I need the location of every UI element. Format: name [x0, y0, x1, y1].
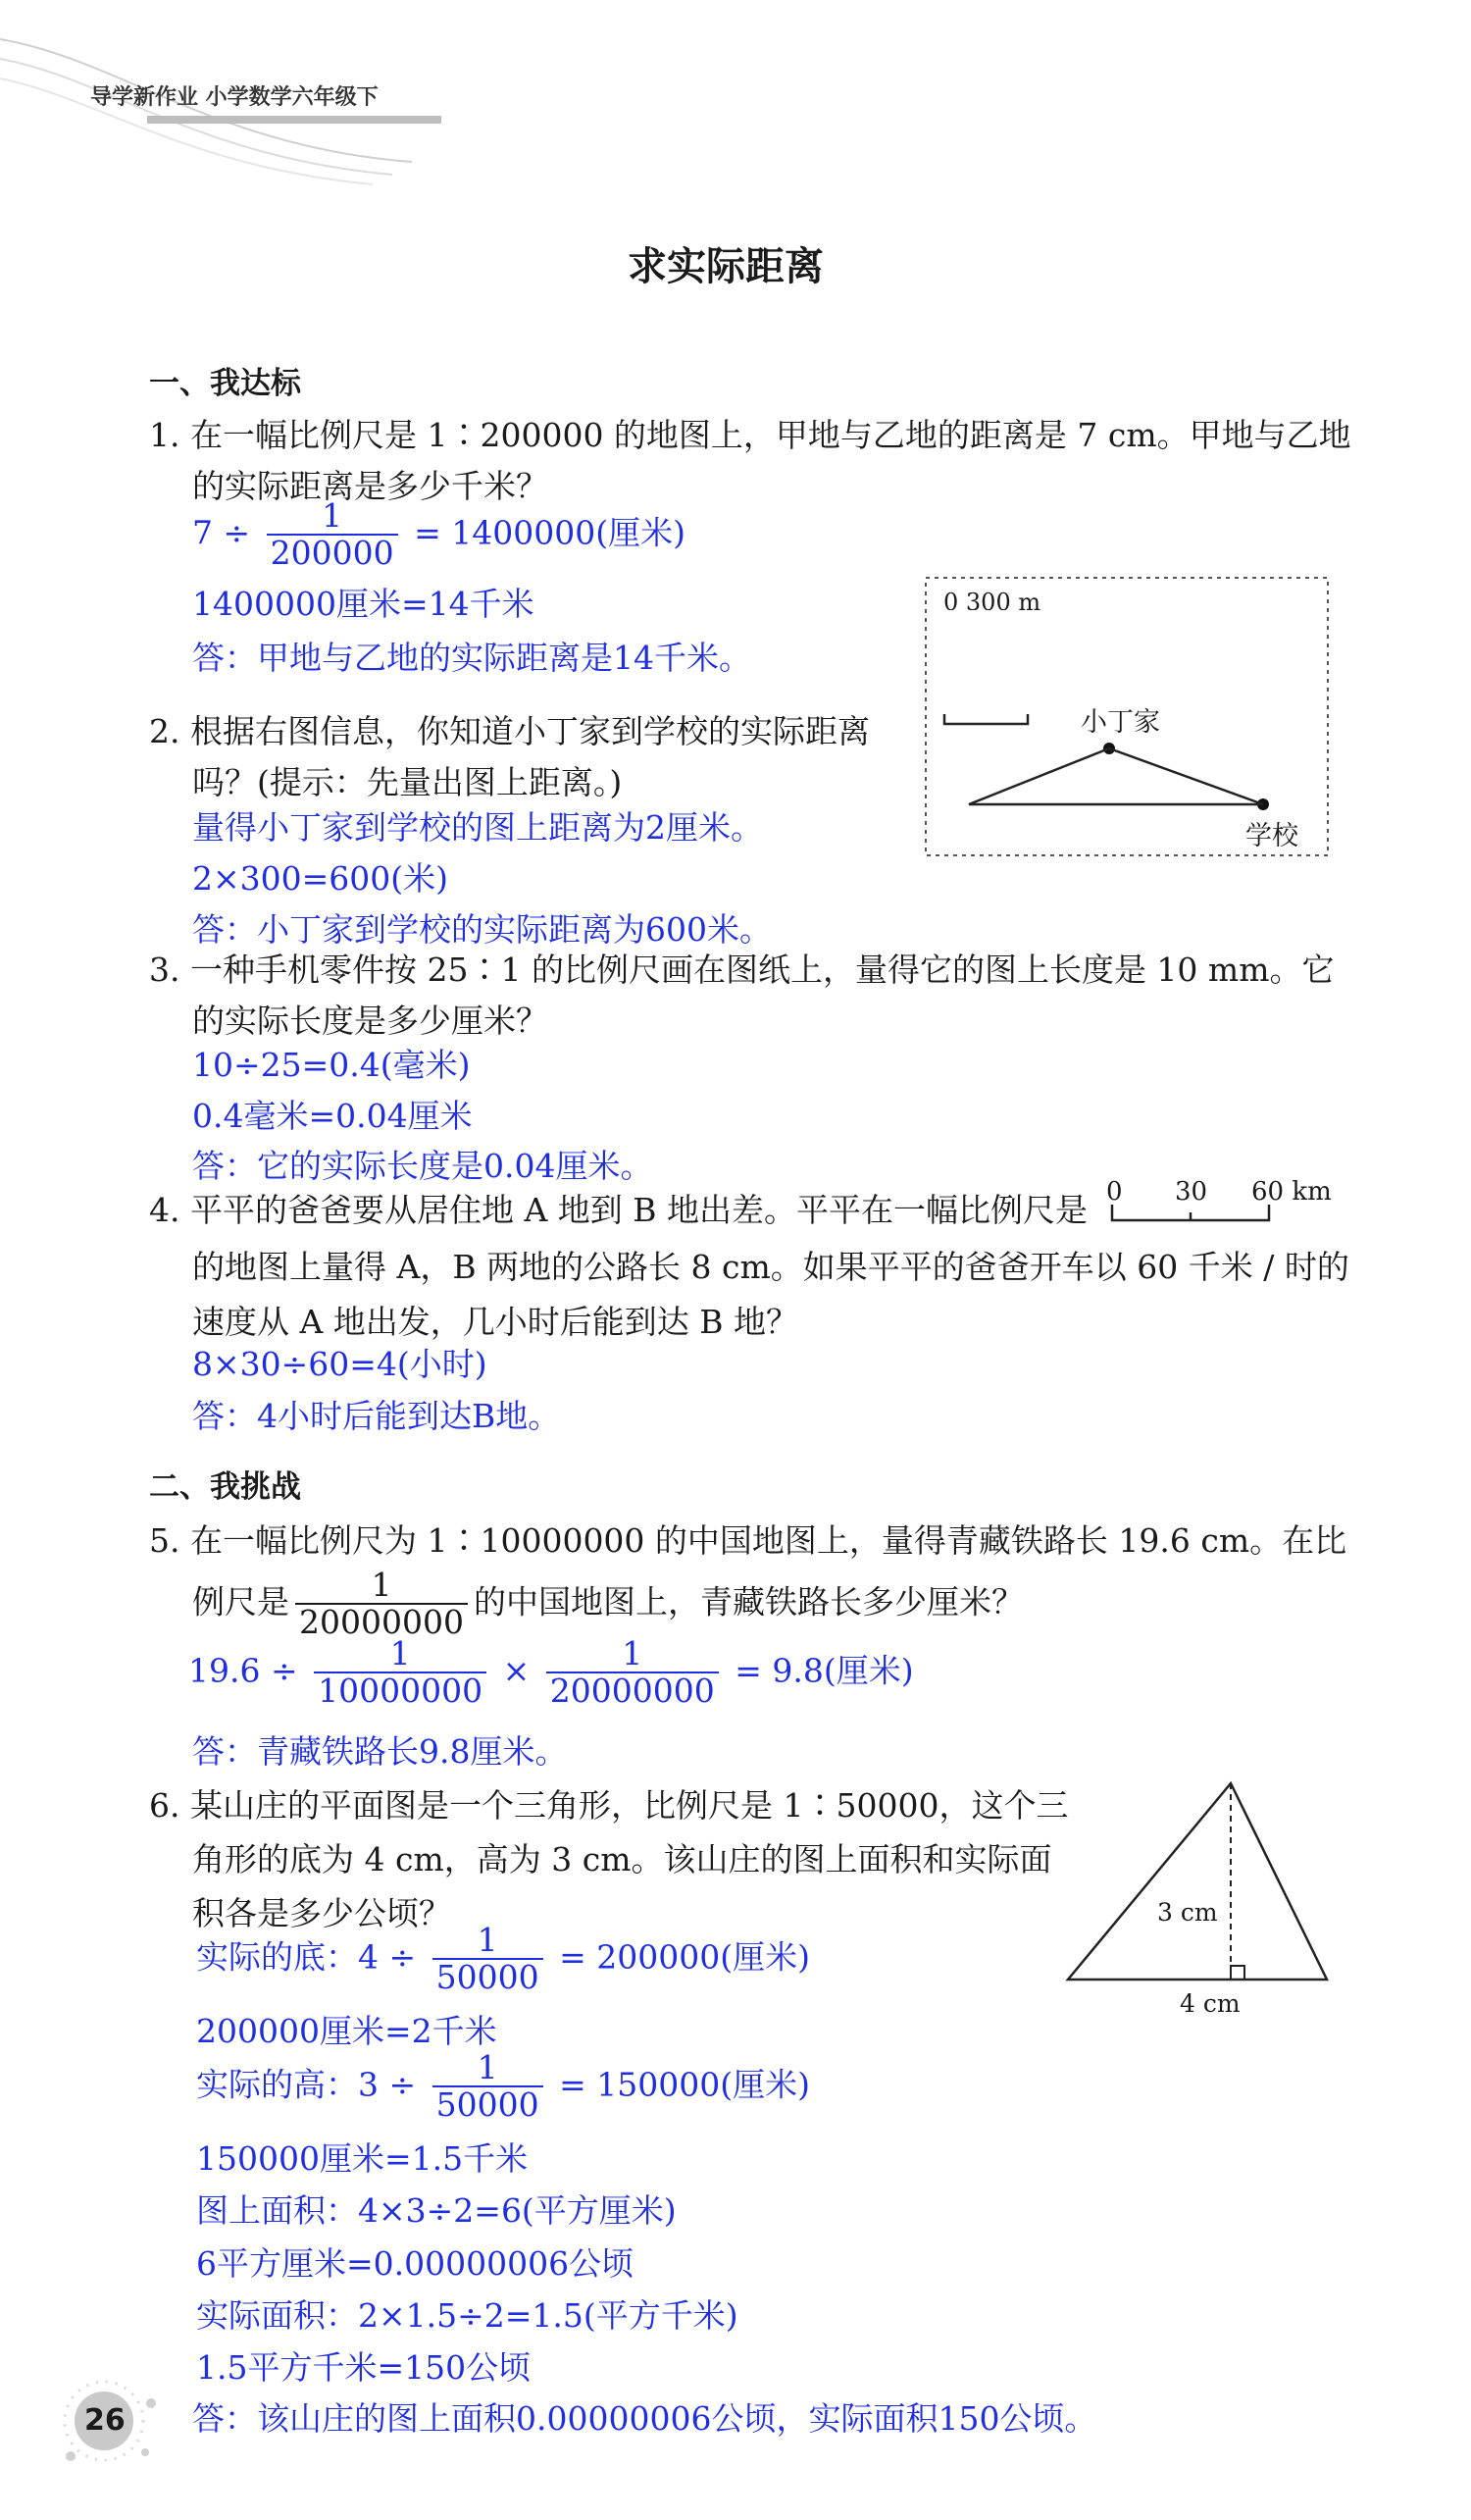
q6-line3: 积各是多少公顷？: [192, 1894, 451, 1932]
fraction-den: 50000: [435, 2085, 539, 2125]
fraction-num: 1: [546, 1636, 719, 1673]
q2-answer-1: 量得小丁家到学校的图上距离为2厘米。: [192, 808, 763, 847]
q1-fraction: [267, 498, 398, 572]
q4-scale-0: 0: [1106, 1177, 1123, 1207]
fraction-num: 1: [432, 2050, 543, 2087]
q6-answer-8: 1.5平方千米=150公顷: [196, 2348, 532, 2387]
q4-scale-30: 30: [1175, 1177, 1208, 1207]
q3-line2: 的实际长度是多少厘米？: [192, 1002, 548, 1040]
q1-answer-2: 1400000厘米=14千米: [192, 585, 534, 623]
fraction-den: 10000000: [318, 1671, 483, 1711]
q3-answer-2: 0.4毫米=0.04厘米: [192, 1097, 473, 1135]
fraction-num: 1: [295, 1568, 468, 1605]
fraction-den: 20000000: [299, 1603, 464, 1642]
q1-line2: 的实际距离是多少千米？: [192, 467, 548, 505]
q1-answer-3: 答：甲地与乙地的实际距离是14千米。: [192, 639, 751, 677]
q6-answer-1-suffix: = 200000(厘米): [559, 1937, 810, 1977]
q5-answer-suffix: = 9.8(厘米): [735, 1651, 914, 1690]
q1-answer-1: [192, 498, 685, 572]
q6-base-label: 4 cm: [1180, 1989, 1241, 2018]
q5-line2-suffix: 的中国地图上，青藏铁路长多少厘米？: [473, 1582, 1024, 1621]
page-title: 求实际距离: [628, 244, 824, 289]
fraction-den: 200000: [270, 534, 394, 573]
book-title: 导学新作业 小学数学六年级下: [90, 85, 379, 110]
q6-height-label: 3 cm: [1157, 1898, 1218, 1927]
q2-school-label: 学校: [1245, 821, 1298, 851]
q1-answer-prefix: 7 ÷: [192, 513, 251, 552]
q5-fraction-2: [546, 1636, 719, 1710]
q6-answer-4: 150000厘米=1.5千米: [196, 2139, 529, 2178]
section-heading-1: 一、我达标: [149, 366, 301, 401]
fraction-den: 50000: [435, 1958, 539, 1997]
q2-home-label: 小丁家: [1081, 707, 1160, 738]
q6-answer-1-prefix: 实际的底：4 ÷: [196, 1937, 417, 1977]
q4-answer-1: 8×30÷60=4(小时): [192, 1345, 487, 1383]
q4-line2: 的地图上量得 A，B 两地的公路长 8 cm。如果平平的爸爸开车以 60 千米 / 时的: [192, 1248, 1349, 1286]
q5-line2: [192, 1568, 1024, 1641]
q5-times: ×: [502, 1651, 531, 1690]
q2-answer-3: 答：小丁家到学校的实际距离为600米。: [192, 910, 772, 949]
q6-answer-9: 答：该山庄的图上面积0.00000006公顷，实际面积150公顷。: [192, 2399, 1097, 2438]
q6-answer-6: 6平方厘米=0.00000006公顷: [196, 2244, 634, 2283]
q1-answer-suffix: = 1400000(厘米): [414, 513, 685, 552]
fraction-num: 1: [314, 1636, 486, 1673]
q6-answer-1: [196, 1923, 810, 1996]
q6-line1: 6. 某山庄的平面图是一个三角形，比例尺是 1∶50000，这个三: [149, 1786, 1069, 1825]
q2-scale-label: 0 300 m: [943, 589, 1041, 610]
q5-scale-fraction: [295, 1568, 468, 1641]
q4-line1: 4. 平平的爸爸要从居住地 A 地到 B 地出差。平平在一幅比例尺是: [149, 1191, 1089, 1229]
q6-answer-3: [196, 2050, 810, 2124]
q5-line1: 5. 在一幅比例尺为 1∶10000000 的中国地图上，量得青藏铁路长 19.6 cm。在比: [149, 1521, 1347, 1560]
q4-answer-2: 答：4小时后能到达B地。: [192, 1397, 561, 1435]
q6-fraction-2: [432, 2050, 543, 2124]
q6-answer-7: 实际面积：2×1.5÷2=1.5(平方千米): [196, 2296, 738, 2335]
q4-line3: 速度从 A 地出发，几小时后能到达 B 地？: [192, 1303, 799, 1341]
fraction-den: 20000000: [549, 1671, 715, 1711]
q1-line1: 1. 在一幅比例尺是 1∶200000 的地图上，甲地与乙地的距离是 7 cm。甲地与乙地: [149, 416, 1351, 454]
page-number: 26: [84, 2403, 126, 2438]
q6-answer-5: 图上面积：4×3÷2=6(平方厘米): [196, 2191, 677, 2230]
q6-answer-3-suffix: = 150000(厘米): [559, 2065, 810, 2104]
q3-answer-3: 答：它的实际长度是0.04厘米。: [192, 1147, 653, 1185]
section-heading-2: 二、我挑战: [149, 1469, 301, 1505]
q5-answer-prefix: 19.6 ÷: [188, 1651, 298, 1690]
q5-answer-1: [188, 1636, 914, 1710]
fraction-num: 1: [267, 498, 398, 536]
q6-answer-3-prefix: 实际的高：3 ÷: [196, 2065, 417, 2104]
q5-line2-prefix: 例尺是: [192, 1582, 289, 1621]
q5-fraction-1: [314, 1636, 486, 1710]
q3-answer-1: 10÷25=0.4(毫米): [192, 1046, 471, 1084]
q6-fraction-1: [432, 1923, 543, 1996]
q4-scale-60: 60 km: [1251, 1177, 1332, 1207]
q2-line1: 2. 根据右图信息，你知道小丁家到学校的实际距离: [149, 712, 870, 750]
q3-line1: 3. 一种手机零件按 25∶1 的比例尺画在图纸上，量得它的图上长度是 10 mm。它: [149, 951, 1335, 989]
q6-answer-2: 200000厘米=2千米: [196, 2012, 497, 2050]
q5-answer-2: 答：青藏铁路长9.8厘米。: [192, 1732, 568, 1771]
fraction-num: 1: [432, 1923, 543, 1960]
q2-answer-2: 2×300=600(米): [192, 859, 449, 898]
q6-line2: 角形的底为 4 cm，高为 3 cm。该山庄的图上面积和实际面: [192, 1840, 1052, 1878]
q2-line2: 吗？(提示：先量出图上距离。): [192, 763, 623, 801]
